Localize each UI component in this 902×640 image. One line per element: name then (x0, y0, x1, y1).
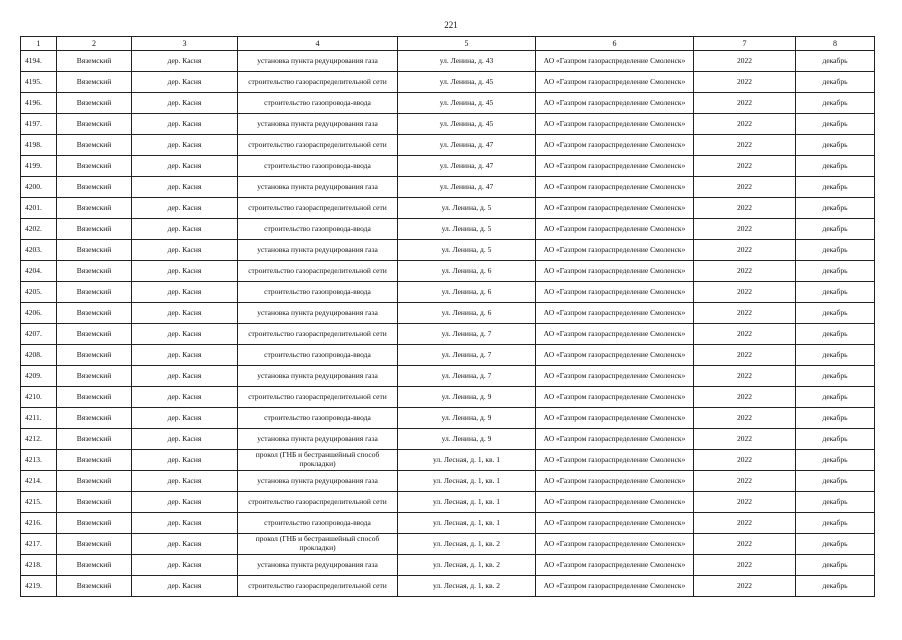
district-cell: Вяземский (57, 366, 132, 387)
table-row (21, 324, 875, 345)
work-type-cell: установка пункта редуцирования газа (238, 114, 398, 135)
settlement-cell: дер. Касня (132, 156, 238, 177)
organization-cell: АО «Газпром газораспределение Смоленск» (536, 282, 694, 303)
year-cell: 2022 (694, 51, 796, 72)
district-cell: Вяземский (57, 261, 132, 282)
table-body (21, 51, 875, 597)
year-cell: 2022 (694, 72, 796, 93)
row-number-cell: 4218. (21, 555, 57, 576)
organization-cell: АО «Газпром газораспределение Смоленск» (536, 576, 694, 597)
district-cell: Вяземский (57, 114, 132, 135)
table-row (21, 177, 875, 198)
year-cell: 2022 (694, 450, 796, 471)
organization-cell: АО «Газпром газораспределение Смоленск» (536, 240, 694, 261)
district-cell: Вяземский (57, 177, 132, 198)
row-number-cell: 4214. (21, 471, 57, 492)
address-cell: ул. Ленина, д. 47 (398, 135, 536, 156)
address-cell: ул. Лесная, д. 1, кв. 1 (398, 450, 536, 471)
year-cell: 2022 (694, 534, 796, 555)
address-cell: ул. Ленина, д. 5 (398, 240, 536, 261)
settlement-cell: дер. Касня (132, 282, 238, 303)
table-row (21, 93, 875, 114)
row-number-cell: 4215. (21, 492, 57, 513)
organization-cell: АО «Газпром газораспределение Смоленск» (536, 261, 694, 282)
organization-cell: АО «Газпром газораспределение Смоленск» (536, 513, 694, 534)
settlement-cell: дер. Касня (132, 303, 238, 324)
work-type-cell: строительство газораспределительной сети (238, 387, 398, 408)
district-cell: Вяземский (57, 387, 132, 408)
year-cell: 2022 (694, 135, 796, 156)
address-cell: ул. Ленина, д. 7 (398, 324, 536, 345)
month-cell: декабрь (796, 303, 875, 324)
year-cell: 2022 (694, 555, 796, 576)
year-cell: 2022 (694, 114, 796, 135)
work-type-cell: строительство газопровода-ввода (238, 345, 398, 366)
address-cell: ул. Ленина, д. 9 (398, 387, 536, 408)
work-type-cell: строительство газораспределительной сети (238, 198, 398, 219)
year-cell: 2022 (694, 366, 796, 387)
table-row (21, 492, 875, 513)
work-type-cell: строительство газопровода-ввода (238, 408, 398, 429)
district-cell: Вяземский (57, 198, 132, 219)
address-cell: ул. Ленина, д. 47 (398, 177, 536, 198)
settlement-cell: дер. Касня (132, 576, 238, 597)
work-type-cell: строительство газопровода-ввода (238, 219, 398, 240)
address-cell: ул. Ленина, д. 9 (398, 408, 536, 429)
month-cell: декабрь (796, 534, 875, 555)
district-cell: Вяземский (57, 156, 132, 177)
year-cell: 2022 (694, 345, 796, 366)
work-type-cell: прокол (ГНБ и бестраншейный способ прокладки) (238, 450, 398, 471)
month-cell: декабрь (796, 219, 875, 240)
work-type-cell: строительство газораспределительной сети (238, 261, 398, 282)
work-type-cell: установка пункта редуцирования газа (238, 303, 398, 324)
organization-cell: АО «Газпром газораспределение Смоленск» (536, 534, 694, 555)
address-cell: ул. Лесная, д. 1, кв. 2 (398, 534, 536, 555)
district-cell: Вяземский (57, 429, 132, 450)
header-row (21, 37, 875, 51)
table-row (21, 513, 875, 534)
table-row (21, 366, 875, 387)
settlement-cell: дер. Касня (132, 93, 238, 114)
row-number-cell: 4200. (21, 177, 57, 198)
organization-cell: АО «Газпром газораспределение Смоленск» (536, 219, 694, 240)
address-cell: ул. Ленина, д. 7 (398, 366, 536, 387)
table-row (21, 471, 875, 492)
row-number-cell: 4210. (21, 387, 57, 408)
work-type-cell: строительство газораспределительной сети (238, 576, 398, 597)
year-cell: 2022 (694, 282, 796, 303)
district-cell: Вяземский (57, 324, 132, 345)
month-cell: декабрь (796, 492, 875, 513)
address-cell: ул. Лесная, д. 1, кв. 1 (398, 513, 536, 534)
year-cell: 2022 (694, 219, 796, 240)
row-number-cell: 4217. (21, 534, 57, 555)
row-number-cell: 4212. (21, 429, 57, 450)
district-cell: Вяземский (57, 345, 132, 366)
month-cell: декабрь (796, 282, 875, 303)
month-cell: декабрь (796, 93, 875, 114)
year-cell: 2022 (694, 303, 796, 324)
district-cell: Вяземский (57, 240, 132, 261)
year-cell: 2022 (694, 576, 796, 597)
address-cell: ул. Ленина, д. 7 (398, 345, 536, 366)
district-cell: Вяземский (57, 72, 132, 93)
year-cell: 2022 (694, 198, 796, 219)
organization-cell: АО «Газпром газораспределение Смоленск» (536, 93, 694, 114)
organization-cell: АО «Газпром газораспределение Смоленск» (536, 51, 694, 72)
row-number-cell: 4204. (21, 261, 57, 282)
month-cell: декабрь (796, 366, 875, 387)
organization-cell: АО «Газпром газораспределение Смоленск» (536, 156, 694, 177)
address-cell: ул. Ленина, д. 47 (398, 156, 536, 177)
column-header: 2 (57, 37, 132, 51)
column-header: 5 (398, 37, 536, 51)
organization-cell: АО «Газпром газораспределение Смоленск» (536, 72, 694, 93)
year-cell: 2022 (694, 240, 796, 261)
settlement-cell: дер. Касня (132, 450, 238, 471)
row-number-cell: 4194. (21, 51, 57, 72)
settlement-cell: дер. Касня (132, 345, 238, 366)
table-row (21, 345, 875, 366)
table-row (21, 576, 875, 597)
row-number-cell: 4216. (21, 513, 57, 534)
month-cell: декабрь (796, 450, 875, 471)
month-cell: декабрь (796, 72, 875, 93)
district-cell: Вяземский (57, 555, 132, 576)
table-row (21, 303, 875, 324)
month-cell: декабрь (796, 240, 875, 261)
work-type-cell: строительство газораспределительной сети (238, 135, 398, 156)
district-cell: Вяземский (57, 282, 132, 303)
address-cell: ул. Лесная, д. 1, кв. 1 (398, 492, 536, 513)
year-cell: 2022 (694, 492, 796, 513)
table-row (21, 156, 875, 177)
district-cell: Вяземский (57, 513, 132, 534)
work-type-cell: установка пункта редуцирования газа (238, 471, 398, 492)
work-type-cell: строительство газопровода-ввода (238, 282, 398, 303)
column-header: 4 (238, 37, 398, 51)
year-cell: 2022 (694, 429, 796, 450)
organization-cell: АО «Газпром газораспределение Смоленск» (536, 114, 694, 135)
month-cell: декабрь (796, 408, 875, 429)
organization-cell: АО «Газпром газораспределение Смоленск» (536, 198, 694, 219)
month-cell: декабрь (796, 198, 875, 219)
work-type-cell: строительство газораспределительной сети (238, 324, 398, 345)
table-row (21, 135, 875, 156)
organization-cell: АО «Газпром газораспределение Смоленск» (536, 450, 694, 471)
work-type-cell: установка пункта редуцирования газа (238, 240, 398, 261)
settlement-cell: дер. Касня (132, 177, 238, 198)
month-cell: декабрь (796, 429, 875, 450)
address-cell: ул. Ленина, д. 45 (398, 72, 536, 93)
row-number-cell: 4198. (21, 135, 57, 156)
row-number-cell: 4205. (21, 282, 57, 303)
district-cell: Вяземский (57, 219, 132, 240)
column-header: 1 (21, 37, 57, 51)
row-number-cell: 4197. (21, 114, 57, 135)
row-number-cell: 4202. (21, 219, 57, 240)
work-type-cell: строительство газораспределительной сети (238, 72, 398, 93)
column-header: 3 (132, 37, 238, 51)
year-cell: 2022 (694, 324, 796, 345)
month-cell: декабрь (796, 156, 875, 177)
district-cell: Вяземский (57, 450, 132, 471)
organization-cell: АО «Газпром газораспределение Смоленск» (536, 324, 694, 345)
address-cell: ул. Ленина, д. 45 (398, 93, 536, 114)
district-cell: Вяземский (57, 303, 132, 324)
row-number-cell: 4213. (21, 450, 57, 471)
settlement-cell: дер. Касня (132, 366, 238, 387)
work-type-cell: прокол (ГНБ и бестраншейный способ прокладки) (238, 534, 398, 555)
table-row (21, 261, 875, 282)
settlement-cell: дер. Касня (132, 429, 238, 450)
row-number-cell: 4207. (21, 324, 57, 345)
organization-cell: АО «Газпром газораспределение Смоленск» (536, 177, 694, 198)
organization-cell: АО «Газпром газораспределение Смоленск» (536, 408, 694, 429)
table-row (21, 219, 875, 240)
year-cell: 2022 (694, 93, 796, 114)
table-row (21, 51, 875, 72)
district-cell: Вяземский (57, 471, 132, 492)
column-header: 6 (536, 37, 694, 51)
table-row (21, 282, 875, 303)
month-cell: декабрь (796, 387, 875, 408)
district-cell: Вяземский (57, 93, 132, 114)
month-cell: декабрь (796, 114, 875, 135)
address-cell: ул. Лесная, д. 1, кв. 2 (398, 576, 536, 597)
address-cell: ул. Ленина, д. 9 (398, 429, 536, 450)
settlement-cell: дер. Касня (132, 471, 238, 492)
table-row (21, 555, 875, 576)
address-cell: ул. Ленина, д. 6 (398, 303, 536, 324)
work-type-cell: установка пункта редуцирования газа (238, 366, 398, 387)
settlement-cell: дер. Касня (132, 408, 238, 429)
table-row (21, 72, 875, 93)
settlement-cell: дер. Касня (132, 219, 238, 240)
table-row (21, 450, 875, 471)
organization-cell: АО «Газпром газораспределение Смоленск» (536, 429, 694, 450)
organization-cell: АО «Газпром газораспределение Смоленск» (536, 387, 694, 408)
district-cell: Вяземский (57, 135, 132, 156)
row-number-cell: 4201. (21, 198, 57, 219)
table-row (21, 429, 875, 450)
address-cell: ул. Ленина, д. 5 (398, 198, 536, 219)
row-number-cell: 4203. (21, 240, 57, 261)
settlement-cell: дер. Касня (132, 492, 238, 513)
address-cell: ул. Лесная, д. 1, кв. 1 (398, 471, 536, 492)
row-number-cell: 4199. (21, 156, 57, 177)
row-number-cell: 4211. (21, 408, 57, 429)
data-table (20, 36, 875, 597)
work-type-cell: установка пункта редуцирования газа (238, 51, 398, 72)
month-cell: декабрь (796, 177, 875, 198)
district-cell: Вяземский (57, 534, 132, 555)
table-row (21, 198, 875, 219)
year-cell: 2022 (694, 471, 796, 492)
work-type-cell: строительство газопровода-ввода (238, 513, 398, 534)
organization-cell: АО «Газпром газораспределение Смоленск» (536, 303, 694, 324)
work-type-cell: строительство газопровода-ввода (238, 156, 398, 177)
month-cell: декабрь (796, 576, 875, 597)
settlement-cell: дер. Касня (132, 324, 238, 345)
settlement-cell: дер. Касня (132, 198, 238, 219)
table-row (21, 387, 875, 408)
district-cell: Вяземский (57, 408, 132, 429)
row-number-cell: 4196. (21, 93, 57, 114)
year-cell: 2022 (694, 261, 796, 282)
month-cell: декабрь (796, 555, 875, 576)
address-cell: ул. Ленина, д. 5 (398, 219, 536, 240)
work-type-cell: установка пункта редуцирования газа (238, 177, 398, 198)
year-cell: 2022 (694, 387, 796, 408)
organization-cell: АО «Газпром газораспределение Смоленск» (536, 366, 694, 387)
organization-cell: АО «Газпром газораспределение Смоленск» (536, 555, 694, 576)
settlement-cell: дер. Касня (132, 51, 238, 72)
table-row (21, 408, 875, 429)
year-cell: 2022 (694, 408, 796, 429)
work-type-cell: строительство газопровода-ввода (238, 93, 398, 114)
settlement-cell: дер. Касня (132, 240, 238, 261)
settlement-cell: дер. Касня (132, 513, 238, 534)
month-cell: декабрь (796, 324, 875, 345)
month-cell: декабрь (796, 471, 875, 492)
column-header: 8 (796, 37, 875, 51)
address-cell: ул. Ленина, д. 45 (398, 114, 536, 135)
row-number-cell: 4208. (21, 345, 57, 366)
page-number: 221 (444, 20, 458, 30)
column-header: 7 (694, 37, 796, 51)
table-row (21, 240, 875, 261)
organization-cell: АО «Газпром газораспределение Смоленск» (536, 135, 694, 156)
month-cell: декабрь (796, 513, 875, 534)
settlement-cell: дер. Касня (132, 72, 238, 93)
settlement-cell: дер. Касня (132, 261, 238, 282)
year-cell: 2022 (694, 177, 796, 198)
district-cell: Вяземский (57, 576, 132, 597)
settlement-cell: дер. Касня (132, 135, 238, 156)
settlement-cell: дер. Касня (132, 387, 238, 408)
row-number-cell: 4206. (21, 303, 57, 324)
month-cell: декабрь (796, 135, 875, 156)
organization-cell: АО «Газпром газораспределение Смоленск» (536, 492, 694, 513)
work-type-cell: строительство газораспределительной сети (238, 492, 398, 513)
work-type-cell: установка пункта редуцирования газа (238, 555, 398, 576)
district-cell: Вяземский (57, 492, 132, 513)
settlement-cell: дер. Касня (132, 534, 238, 555)
table-row (21, 114, 875, 135)
address-cell: ул. Лесная, д. 1, кв. 2 (398, 555, 536, 576)
organization-cell: АО «Газпром газораспределение Смоленск» (536, 471, 694, 492)
month-cell: декабрь (796, 261, 875, 282)
settlement-cell: дер. Касня (132, 555, 238, 576)
address-cell: ул. Ленина, д. 6 (398, 282, 536, 303)
work-type-cell: установка пункта редуцирования газа (238, 429, 398, 450)
month-cell: декабрь (796, 51, 875, 72)
month-cell: декабрь (796, 345, 875, 366)
settlement-cell: дер. Касня (132, 114, 238, 135)
year-cell: 2022 (694, 513, 796, 534)
row-number-cell: 4209. (21, 366, 57, 387)
address-cell: ул. Ленина, д. 6 (398, 261, 536, 282)
address-cell: ул. Ленина, д. 43 (398, 51, 536, 72)
row-number-cell: 4219. (21, 576, 57, 597)
organization-cell: АО «Газпром газораспределение Смоленск» (536, 345, 694, 366)
year-cell: 2022 (694, 156, 796, 177)
row-number-cell: 4195. (21, 72, 57, 93)
district-cell: Вяземский (57, 51, 132, 72)
table-row (21, 534, 875, 555)
